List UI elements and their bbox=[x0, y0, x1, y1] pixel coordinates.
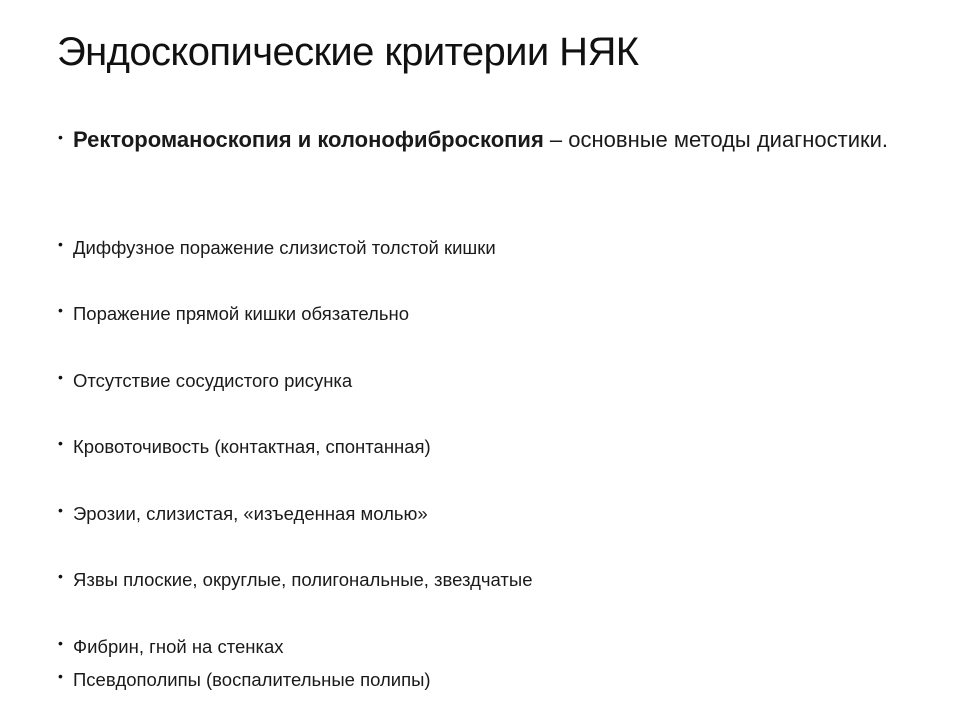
bullet-dot-icon: • bbox=[58, 635, 63, 651]
bullet-dot-icon: • bbox=[58, 668, 63, 684]
list-item-text: Фибрин, гной на стенках bbox=[73, 636, 284, 657]
lead-bullet bbox=[58, 124, 908, 186]
bullet-dot-icon: • bbox=[58, 502, 63, 518]
list-item-text: Псевдополипы (воспалительные полипы) bbox=[73, 669, 431, 690]
lead-text bbox=[73, 124, 903, 156]
lead-rest-text: – основные методы диагностики. bbox=[543, 127, 889, 152]
list-item-text: Отсутствие сосудистого рисунка bbox=[73, 370, 353, 391]
bullet-dot-icon: • bbox=[58, 435, 63, 451]
bullet-dot-icon: • bbox=[58, 568, 63, 584]
bullet-dot-icon: • bbox=[58, 369, 63, 385]
list-item-text: Эрозии, слизистая, «изъеденная молью» bbox=[73, 503, 428, 524]
slide-title: Эндоскопические критерии НЯК bbox=[57, 30, 639, 74]
list-item-text: Кровоточивость (контактная, спонтанная) bbox=[73, 436, 431, 457]
bullet-dot-icon: • bbox=[58, 302, 63, 318]
list-item-text: Диффузное поражение слизистой толстой кишки bbox=[73, 237, 496, 258]
list-item-text: Язвы плоские, округлые, полигональные, звездчатые bbox=[73, 569, 533, 590]
list-item-text: Поражение прямой кишки обязательно bbox=[73, 303, 409, 324]
bullet-dot-icon: • bbox=[58, 129, 63, 145]
lead-bold-text: Ректороманоскопия и колонофиброскопия bbox=[73, 127, 544, 152]
bullet-dot-icon: • bbox=[58, 236, 63, 252]
